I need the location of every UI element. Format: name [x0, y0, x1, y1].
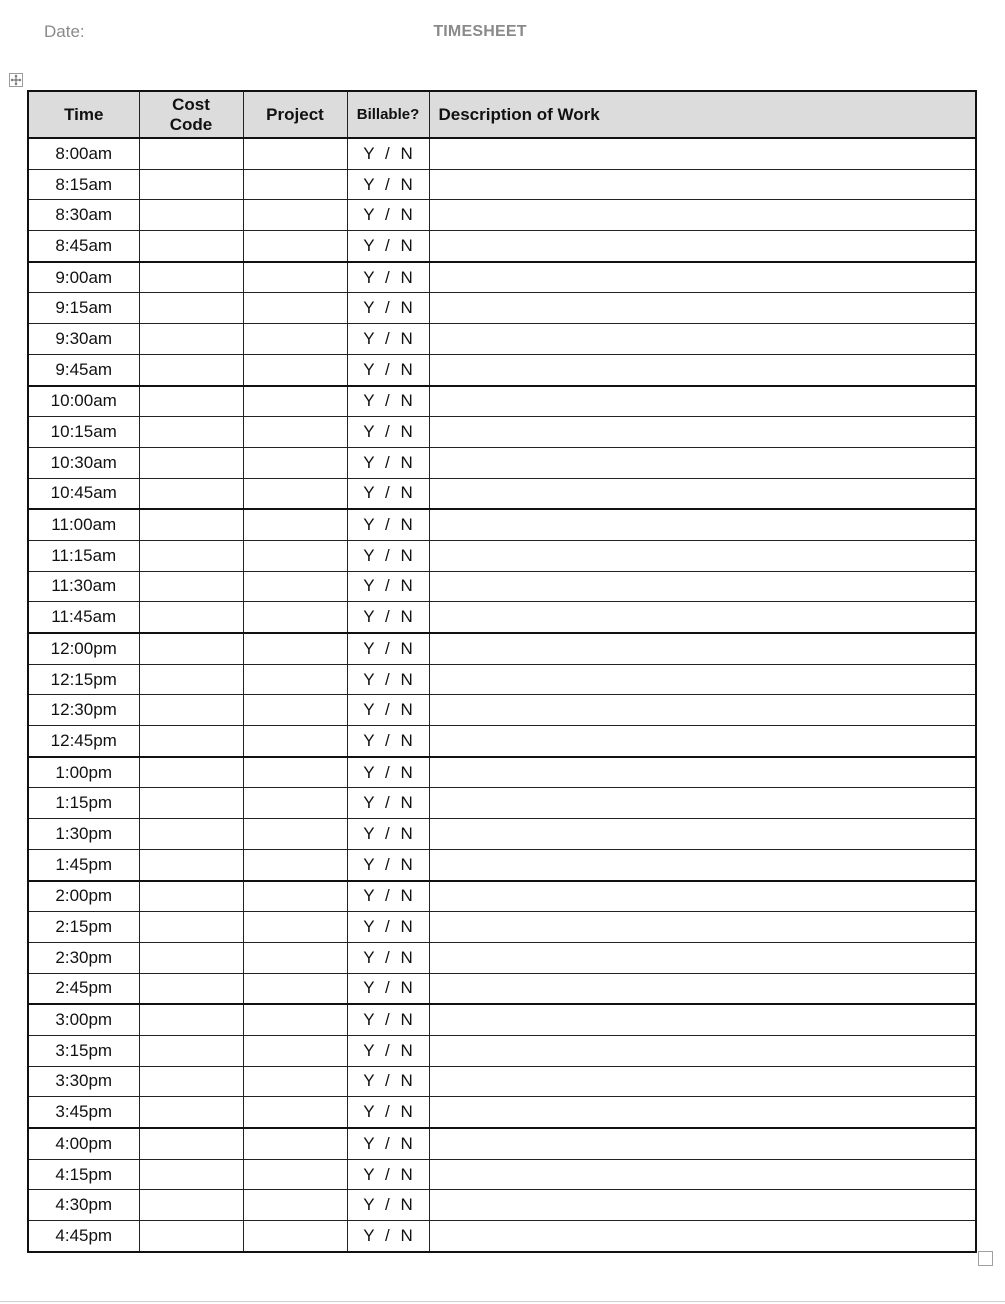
timesheet-body [28, 138, 976, 1252]
project-cell[interactable] [243, 231, 347, 262]
cost-code-cell[interactable] [139, 1159, 243, 1190]
description-cell[interactable] [429, 509, 976, 540]
time-cell: 3:30pm [28, 1066, 139, 1097]
project-cell[interactable] [243, 138, 347, 169]
billable-cell[interactable]: Y / N [347, 695, 429, 726]
column-header-cost-code [139, 91, 243, 138]
table-row [28, 293, 976, 324]
billable-cell[interactable]: Y / N [347, 664, 429, 695]
table-row [28, 788, 976, 819]
time-cell: 1:30pm [28, 819, 139, 850]
time-cell: 12:30pm [28, 695, 139, 726]
cost-code-cell[interactable] [139, 447, 243, 478]
cost-code-cell[interactable] [139, 540, 243, 571]
time-cell: 11:00am [28, 509, 139, 540]
billable-cell[interactable]: Y / N [347, 571, 429, 602]
column-header-billable: Billable? [347, 91, 429, 138]
time-cell: 9:45am [28, 354, 139, 385]
time-cell: 1:00pm [28, 757, 139, 788]
project-cell[interactable] [243, 973, 347, 1004]
table-row [28, 1097, 976, 1128]
project-cell[interactable] [243, 1097, 347, 1128]
cost-code-cell[interactable] [139, 138, 243, 169]
description-cell[interactable] [429, 633, 976, 664]
table-row [28, 169, 976, 200]
billable-cell[interactable]: Y / N [347, 1004, 429, 1035]
time-cell: 8:00am [28, 138, 139, 169]
table-row [28, 819, 976, 850]
billable-cell[interactable]: Y / N [347, 478, 429, 509]
project-cell[interactable] [243, 293, 347, 324]
billable-cell[interactable]: Y / N [347, 231, 429, 262]
time-cell: 3:15pm [28, 1035, 139, 1066]
time-cell: 9:30am [28, 324, 139, 355]
time-cell: 2:45pm [28, 973, 139, 1004]
project-cell[interactable] [243, 509, 347, 540]
table-row [28, 1004, 976, 1035]
billable-cell[interactable]: Y / N [347, 509, 429, 540]
cost-code-cell[interactable] [139, 695, 243, 726]
table-row [28, 1190, 976, 1221]
description-cell[interactable] [429, 973, 976, 1004]
description-cell[interactable] [429, 664, 976, 695]
cost-code-cell[interactable] [139, 1128, 243, 1159]
time-cell: 4:30pm [28, 1190, 139, 1221]
cost-code-cell[interactable] [139, 849, 243, 880]
billable-cell[interactable]: Y / N [347, 849, 429, 880]
table-row [28, 664, 976, 695]
project-cell[interactable] [243, 912, 347, 943]
table-row [28, 1128, 976, 1159]
description-cell[interactable] [429, 447, 976, 478]
cost-code-cell[interactable] [139, 1035, 243, 1066]
billable-cell[interactable]: Y / N [347, 540, 429, 571]
cost-code-cell[interactable] [139, 912, 243, 943]
cost-code-cell[interactable] [139, 417, 243, 448]
billable-cell[interactable]: Y / N [347, 262, 429, 293]
billable-cell[interactable]: Y / N [347, 200, 429, 231]
table-row [28, 726, 976, 757]
billable-cell[interactable]: Y / N [347, 324, 429, 355]
table-row [28, 1159, 976, 1190]
billable-cell[interactable]: Y / N [347, 138, 429, 169]
description-cell[interactable] [429, 1221, 976, 1252]
time-cell: 11:15am [28, 540, 139, 571]
description-cell[interactable] [429, 912, 976, 943]
project-cell[interactable] [243, 1004, 347, 1035]
table-row [28, 231, 976, 262]
table-row [28, 942, 976, 973]
cost-code-cell[interactable] [139, 169, 243, 200]
table-row [28, 447, 976, 478]
project-cell[interactable] [243, 1190, 347, 1221]
description-cell[interactable] [429, 1035, 976, 1066]
cost-code-cell[interactable] [139, 262, 243, 293]
description-cell[interactable] [429, 354, 976, 385]
billable-cell[interactable]: Y / N [347, 633, 429, 664]
column-header-description: Description of Work [429, 91, 976, 138]
column-header-project: Project [243, 91, 347, 138]
table-row [28, 849, 976, 880]
description-cell[interactable] [429, 1159, 976, 1190]
billable-cell[interactable]: Y / N [347, 973, 429, 1004]
project-cell[interactable] [243, 571, 347, 602]
project-cell[interactable] [243, 447, 347, 478]
project-cell[interactable] [243, 1035, 347, 1066]
time-cell: 8:30am [28, 200, 139, 231]
billable-cell[interactable]: Y / N [347, 169, 429, 200]
project-cell[interactable] [243, 881, 347, 912]
description-cell[interactable] [429, 849, 976, 880]
billable-cell[interactable]: Y / N [347, 726, 429, 757]
project-cell[interactable] [243, 417, 347, 448]
billable-cell[interactable]: Y / N [347, 788, 429, 819]
time-cell: 10:00am [28, 386, 139, 417]
description-cell[interactable] [429, 571, 976, 602]
description-cell[interactable] [429, 695, 976, 726]
table-row [28, 1066, 976, 1097]
description-cell[interactable] [429, 788, 976, 819]
billable-cell[interactable]: Y / N [347, 942, 429, 973]
cost-code-cell[interactable] [139, 819, 243, 850]
table-row [28, 973, 976, 1004]
table-row [28, 602, 976, 633]
project-cell[interactable] [243, 633, 347, 664]
cost-code-cell[interactable] [139, 1221, 243, 1252]
cost-code-cell[interactable] [139, 788, 243, 819]
description-cell[interactable] [429, 881, 976, 912]
column-header-cost-code-label: Cost Code [169, 94, 213, 134]
billable-cell[interactable]: Y / N [347, 819, 429, 850]
time-cell: 9:00am [28, 262, 139, 293]
billable-cell[interactable]: Y / N [347, 417, 429, 448]
project-cell[interactable] [243, 262, 347, 293]
resize-handle-icon[interactable] [978, 1251, 993, 1266]
billable-cell[interactable]: Y / N [347, 912, 429, 943]
description-cell[interactable] [429, 169, 976, 200]
billable-cell[interactable]: Y / N [347, 1128, 429, 1159]
cost-code-cell[interactable] [139, 293, 243, 324]
time-cell: 10:45am [28, 478, 139, 509]
billable-cell[interactable]: Y / N [347, 447, 429, 478]
project-cell[interactable] [243, 695, 347, 726]
table-row [28, 1221, 976, 1252]
time-cell: 2:00pm [28, 881, 139, 912]
project-cell[interactable] [243, 200, 347, 231]
cost-code-cell[interactable] [139, 1190, 243, 1221]
time-cell: 12:00pm [28, 633, 139, 664]
table-row [28, 540, 976, 571]
time-cell: 12:45pm [28, 726, 139, 757]
table-row [28, 478, 976, 509]
time-cell: 10:15am [28, 417, 139, 448]
table-row [28, 1035, 976, 1066]
timesheet-table [27, 90, 977, 1253]
billable-cell[interactable]: Y / N [347, 293, 429, 324]
time-cell: 4:15pm [28, 1159, 139, 1190]
time-cell: 8:15am [28, 169, 139, 200]
cost-code-cell[interactable] [139, 757, 243, 788]
project-cell[interactable] [243, 788, 347, 819]
billable-cell[interactable]: Y / N [347, 354, 429, 385]
table-row [28, 138, 976, 169]
table-row [28, 262, 976, 293]
cost-code-cell[interactable] [139, 942, 243, 973]
time-cell: 1:15pm [28, 788, 139, 819]
cost-code-cell[interactable] [139, 881, 243, 912]
project-cell[interactable] [243, 726, 347, 757]
project-cell[interactable] [243, 324, 347, 355]
description-cell[interactable] [429, 200, 976, 231]
cost-code-cell[interactable] [139, 509, 243, 540]
cost-code-cell[interactable] [139, 571, 243, 602]
time-cell: 4:00pm [28, 1128, 139, 1159]
table-row [28, 633, 976, 664]
billable-cell[interactable]: Y / N [347, 386, 429, 417]
cost-code-cell[interactable] [139, 200, 243, 231]
time-cell: 2:15pm [28, 912, 139, 943]
description-cell[interactable] [429, 386, 976, 417]
date-label: Date: [44, 22, 85, 41]
table-row [28, 417, 976, 448]
billable-cell[interactable]: Y / N [347, 1035, 429, 1066]
description-cell[interactable] [429, 1128, 976, 1159]
project-cell[interactable] [243, 664, 347, 695]
description-cell[interactable] [429, 231, 976, 262]
page-title: TIMESHEET [433, 23, 527, 40]
description-cell[interactable] [429, 262, 976, 293]
billable-cell[interactable]: Y / N [347, 881, 429, 912]
time-cell: 1:45pm [28, 849, 139, 880]
description-cell[interactable] [429, 757, 976, 788]
cost-code-cell[interactable] [139, 1066, 243, 1097]
time-cell: 9:15am [28, 293, 139, 324]
time-cell: 10:30am [28, 447, 139, 478]
billable-cell[interactable]: Y / N [347, 757, 429, 788]
billable-cell[interactable]: Y / N [347, 1159, 429, 1190]
description-cell[interactable] [429, 1066, 976, 1097]
project-cell[interactable] [243, 478, 347, 509]
table-row [28, 757, 976, 788]
project-cell[interactable] [243, 1159, 347, 1190]
time-cell: 4:45pm [28, 1221, 139, 1252]
project-cell[interactable] [243, 1221, 347, 1252]
time-cell: 11:30am [28, 571, 139, 602]
project-cell[interactable] [243, 602, 347, 633]
cost-code-cell[interactable] [139, 664, 243, 695]
billable-cell[interactable]: Y / N [347, 602, 429, 633]
description-cell[interactable] [429, 1004, 976, 1035]
project-cell[interactable] [243, 942, 347, 973]
time-cell: 12:15pm [28, 664, 139, 695]
table-row [28, 324, 976, 355]
description-cell[interactable] [429, 324, 976, 355]
table-row [28, 354, 976, 385]
move-arrows-icon[interactable] [9, 73, 23, 87]
billable-cell[interactable]: Y / N [347, 1066, 429, 1097]
cost-code-cell[interactable] [139, 324, 243, 355]
description-cell[interactable] [429, 1190, 976, 1221]
project-cell[interactable] [243, 1128, 347, 1159]
table-row [28, 386, 976, 417]
description-cell[interactable] [429, 602, 976, 633]
project-cell[interactable] [243, 540, 347, 571]
cost-code-cell[interactable] [139, 354, 243, 385]
description-cell[interactable] [429, 138, 976, 169]
cost-code-cell[interactable] [139, 1097, 243, 1128]
project-cell[interactable] [243, 354, 347, 385]
description-cell[interactable] [429, 942, 976, 973]
time-cell: 3:00pm [28, 1004, 139, 1035]
table-header-row [28, 91, 976, 138]
cost-code-cell[interactable] [139, 726, 243, 757]
description-cell[interactable] [429, 293, 976, 324]
time-cell: 8:45am [28, 231, 139, 262]
cost-code-cell[interactable] [139, 602, 243, 633]
cost-code-cell[interactable] [139, 633, 243, 664]
table-row [28, 571, 976, 602]
project-cell[interactable] [243, 757, 347, 788]
description-cell[interactable] [429, 478, 976, 509]
cost-code-cell[interactable] [139, 231, 243, 262]
table-row [28, 881, 976, 912]
table-row [28, 509, 976, 540]
time-cell: 2:30pm [28, 942, 139, 973]
cost-code-cell[interactable] [139, 973, 243, 1004]
cost-code-cell[interactable] [139, 386, 243, 417]
description-cell[interactable] [429, 417, 976, 448]
project-cell[interactable] [243, 819, 347, 850]
project-cell[interactable] [243, 386, 347, 417]
table-row [28, 200, 976, 231]
time-cell: 3:45pm [28, 1097, 139, 1128]
project-cell[interactable] [243, 169, 347, 200]
description-cell[interactable] [429, 540, 976, 571]
cost-code-cell[interactable] [139, 478, 243, 509]
billable-cell[interactable]: Y / N [347, 1190, 429, 1221]
description-cell[interactable] [429, 726, 976, 757]
time-cell: 11:45am [28, 602, 139, 633]
billable-cell[interactable]: Y / N [347, 1221, 429, 1252]
project-cell[interactable] [243, 1066, 347, 1097]
column-header-time: Time [28, 91, 139, 138]
description-cell[interactable] [429, 1097, 976, 1128]
table-row [28, 695, 976, 726]
project-cell[interactable] [243, 849, 347, 880]
page-bottom-divider [0, 1301, 1005, 1302]
table-row [28, 912, 976, 943]
billable-cell[interactable]: Y / N [347, 1097, 429, 1128]
description-cell[interactable] [429, 819, 976, 850]
cost-code-cell[interactable] [139, 1004, 243, 1035]
